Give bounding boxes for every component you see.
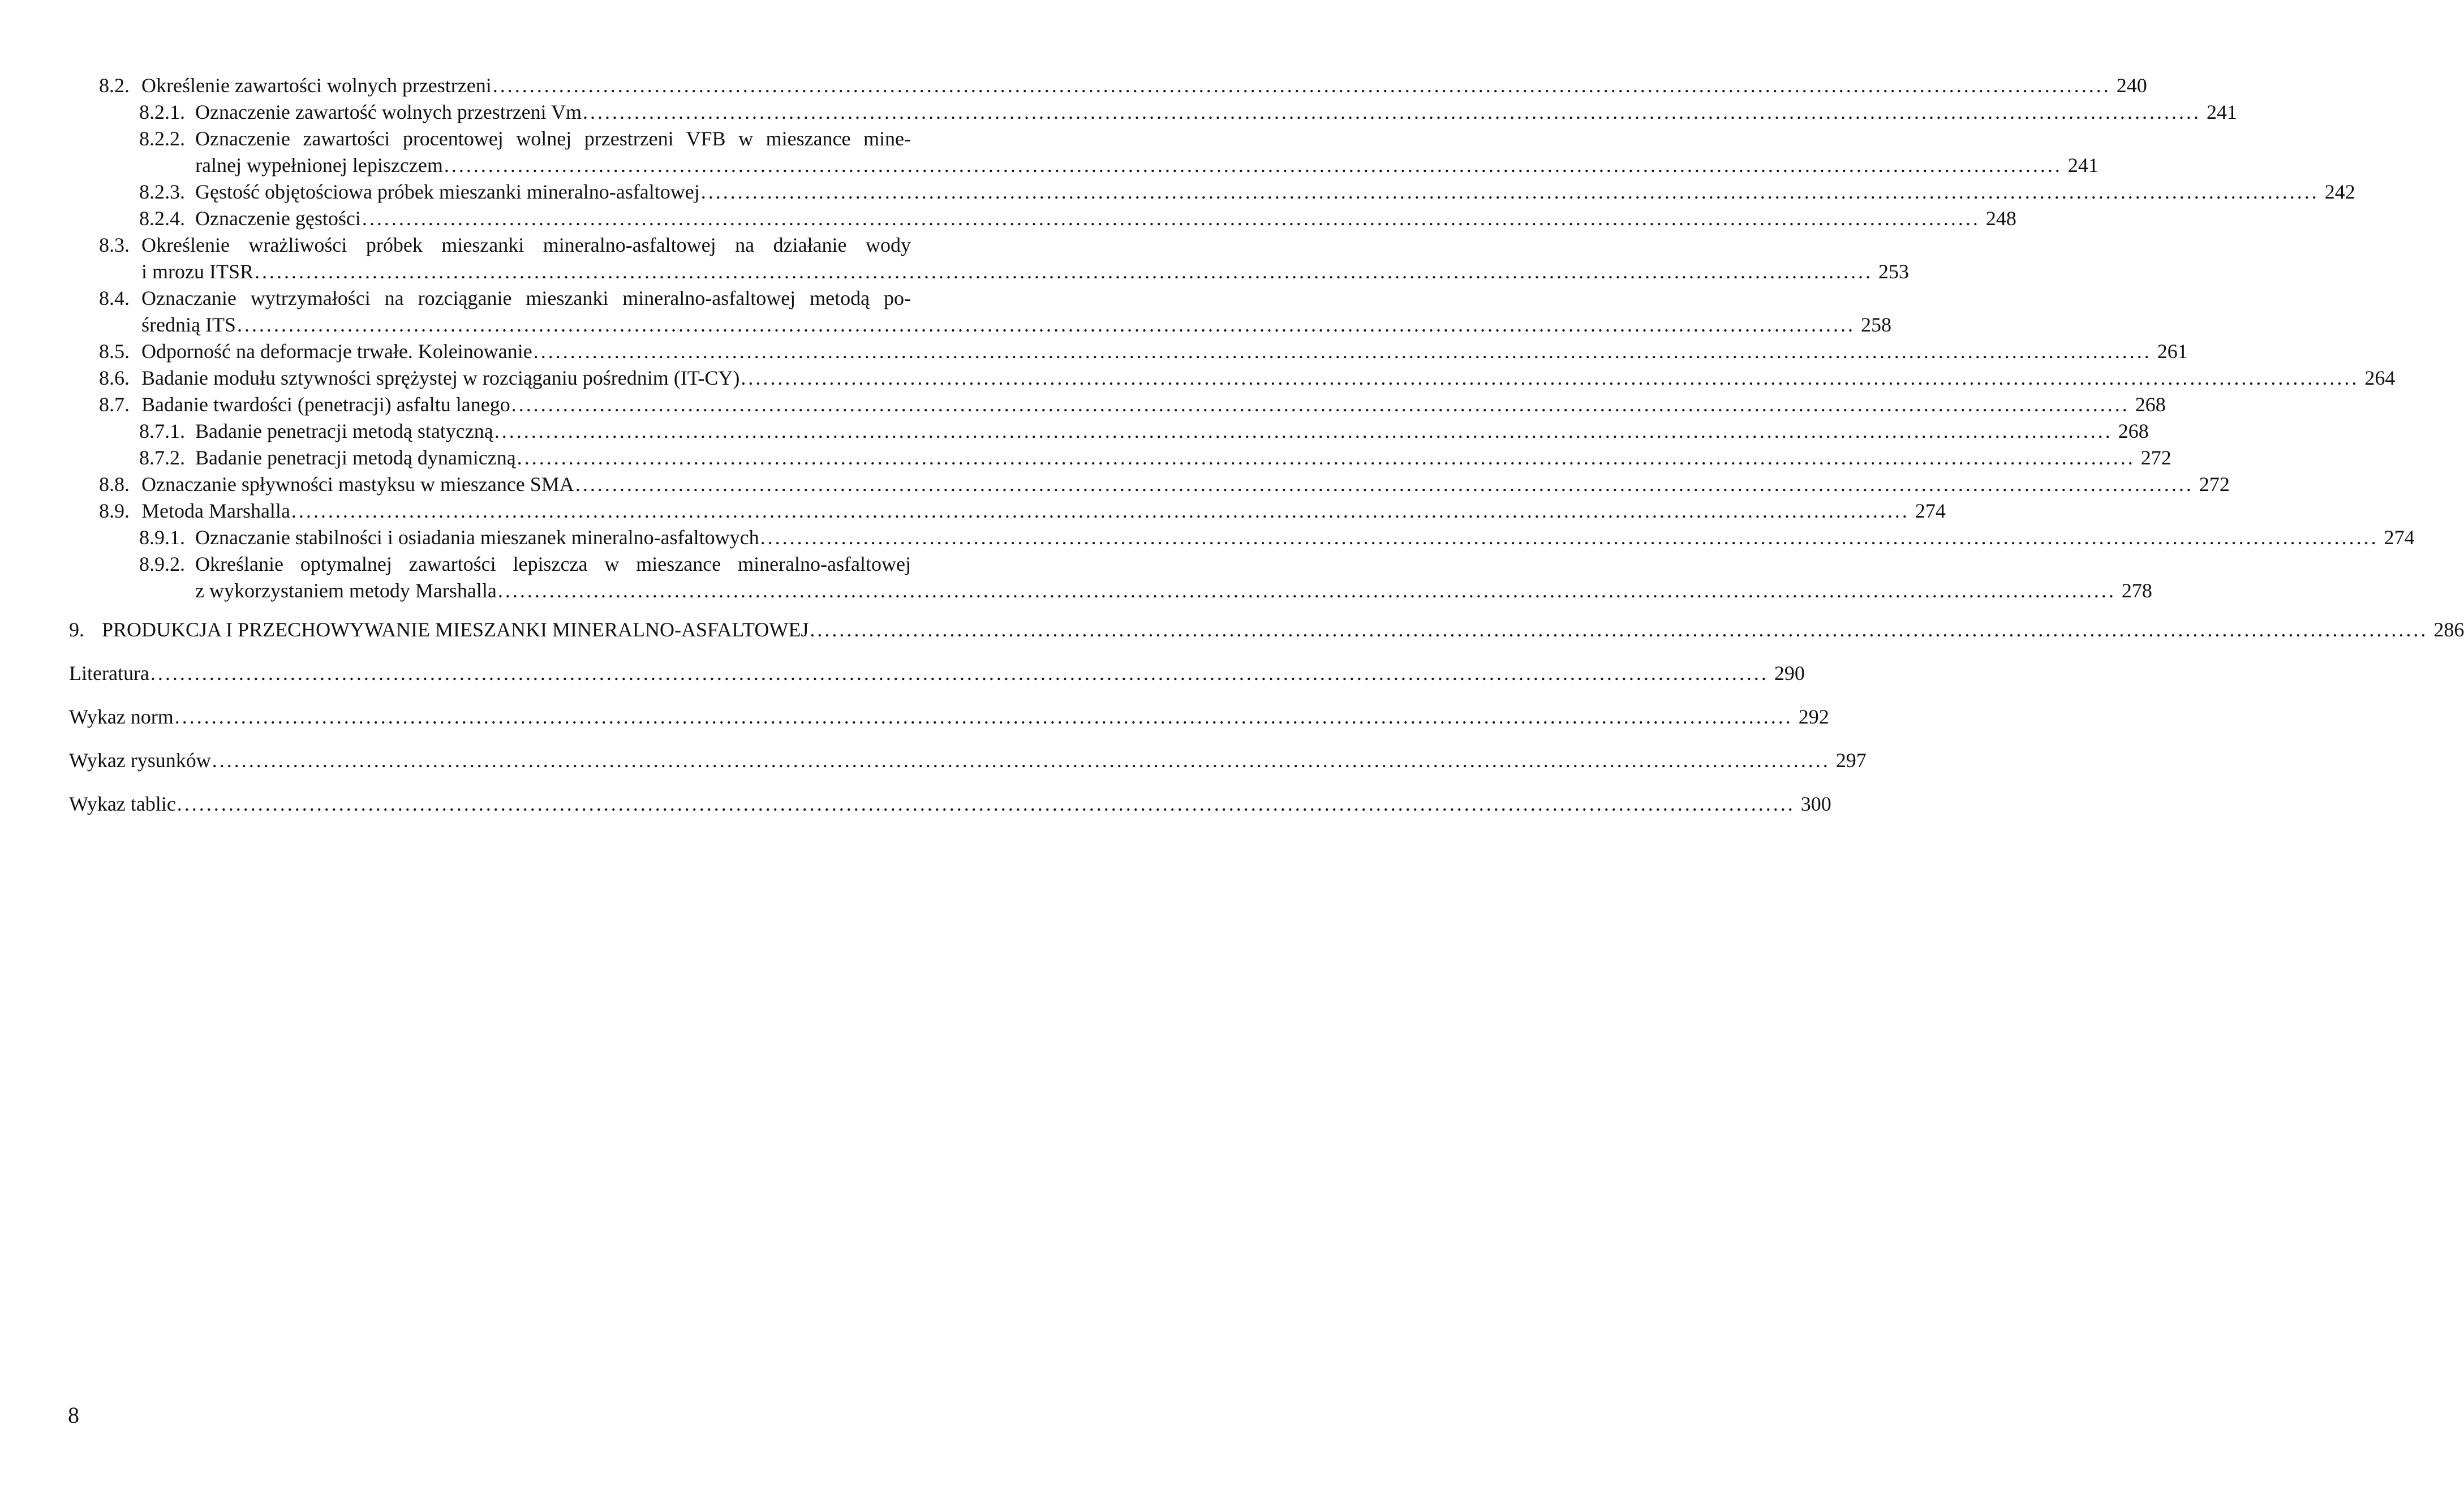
toc-entry-title: Oznaczanie spływności mastyksu w mieszance SMA: [141, 473, 574, 496]
toc-entry-page: 253: [1878, 260, 1909, 283]
toc-entry-title-line: i mrozu ITSR: [141, 260, 253, 283]
toc-entry-number: 8.2.1.: [139, 101, 185, 123]
toc-entry-page: 297: [1835, 749, 1867, 772]
toc-entry-wykaz-norm[interactable]: [0, 704, 1829, 730]
toc-entry-title-line: Określanie optymalnej zawartości lepiszcza w mieszance mineralno-asfaltowej: [195, 553, 911, 575]
dot-leader: ............................................................................................................................................................................................................................: [760, 526, 2379, 549]
toc-entry-8-9-2[interactable]: [0, 551, 2152, 604]
toc-entry-number: 8.3.: [99, 234, 130, 256]
toc-entry-page: 272: [2199, 473, 2230, 496]
toc-entry-page: 241: [2207, 101, 2238, 123]
toc-entry-chapter-9[interactable]: [0, 617, 2464, 643]
toc-entry-8-7[interactable]: [0, 391, 2166, 418]
dot-leader: ............................................................................................................................................................................................................................: [494, 420, 2113, 442]
toc-entry-title-line: ralnej wypełnionej lepiszczem: [195, 154, 443, 176]
toc-entry-page: 268: [2118, 420, 2149, 442]
toc-entry-number: 8.8.: [99, 473, 130, 496]
toc-entry-title: PRODUKCJA I PRZECHOWYWANIE MIESZANKI MINERALNO-ASFALTOWEJ: [102, 618, 809, 641]
toc-entry-number: 8.4.: [99, 287, 130, 309]
toc-entry-title: Badanie penetracji metodą dynamiczną: [195, 446, 516, 469]
dot-leader: ............................................................................................................................................................................................................................: [511, 393, 2130, 416]
toc-entry-8-4[interactable]: [0, 285, 1891, 338]
toc-entry-number: 8.2.3.: [139, 180, 185, 203]
toc-entry-8-5[interactable]: [0, 338, 2188, 365]
toc-entry-8-3[interactable]: [0, 232, 1909, 285]
toc-entry-page: 290: [1774, 662, 1805, 684]
toc-entry-page: 274: [1915, 500, 1946, 522]
dot-leader: ............................................................................................................................................................................................................................: [212, 749, 1830, 772]
toc-entry-title: Badanie twardości (penetracji) asfaltu lanego: [141, 393, 510, 416]
toc-entry-title: Oznaczenie zawartość wolnych przestrzeni Vm: [195, 101, 582, 123]
toc-entry-page: 258: [1860, 313, 1891, 336]
dot-leader: ............................................................................................................................................................................................................................: [533, 340, 2152, 363]
dot-leader: ............................................................................................................................................................................................................................: [254, 260, 1873, 283]
toc-entry-title: Literatura: [69, 662, 149, 684]
toc-entry-number: 8.2.2.: [139, 127, 185, 150]
toc-entry-number: 8.9.: [99, 500, 130, 522]
toc-entry-number: 8.9.1.: [139, 526, 185, 549]
dot-leader: ............................................................................................................................................................................................................................: [177, 793, 1795, 815]
toc-entry-wykaz-rysunkow[interactable]: [0, 747, 1867, 774]
toc-entry-wykaz-tablic[interactable]: [0, 791, 1831, 817]
dot-leader: ............................................................................................................................................................................................................................: [236, 313, 1855, 336]
toc-entry-literatura[interactable]: [0, 660, 1805, 687]
dot-leader: ............................................................................................................................................................................................................................: [150, 662, 1769, 684]
toc-entry-page: 248: [1985, 207, 2016, 230]
toc-entry-page: 241: [2067, 154, 2099, 176]
toc-entry-page: 292: [1798, 705, 1829, 728]
toc-entry-8-6[interactable]: [0, 365, 2396, 391]
toc-entry-title: Wykaz norm: [69, 705, 174, 728]
toc-entry-title-line: Oznaczanie wytrzymałości na rozciąganie mieszanki mineralno-asfaltowej metodą po-: [141, 287, 911, 309]
toc-entry-number: 8.5.: [99, 340, 130, 363]
dot-leader: ............................................................................................................................................................................................................................: [741, 367, 2359, 389]
toc-entry-title: Badanie modułu sztywności sprężystej w rozciąganiu pośrednim (IT-CY): [141, 367, 740, 389]
table-of-contents: [0, 72, 2464, 817]
dot-leader: ............................................................................................................................................................................................................................: [497, 579, 2116, 602]
toc-entry-8-2-4[interactable]: [0, 205, 2016, 232]
toc-entry-title-line: Oznaczenie zawartości procentowej wolnej przestrzeni VFB w mieszance mine-: [195, 127, 911, 150]
toc-entry-page: 274: [2384, 526, 2415, 549]
toc-entry-number: 8.7.: [99, 393, 130, 416]
toc-entry-page: 278: [2121, 579, 2152, 602]
page-number: 8: [68, 1402, 79, 1428]
toc-entry-8-7-2[interactable]: [0, 445, 2171, 471]
toc-entry-title: Wykaz rysunków: [69, 749, 211, 772]
toc-entry-page: 300: [1800, 793, 1831, 815]
dot-leader: ............................................................................................................................................................................................................................: [700, 180, 2319, 203]
toc-entry-number: 8.9.2.: [139, 553, 185, 575]
dot-leader: ............................................................................................................................................................................................................................: [583, 101, 2201, 123]
toc-entry-number: 8.7.1.: [139, 420, 185, 442]
toc-entry-8-2-2[interactable]: [0, 126, 2099, 179]
dot-leader: ............................................................................................................................................................................................................................: [444, 154, 2062, 176]
toc-entry-page: 240: [2116, 74, 2147, 97]
toc-entry-8-9-1[interactable]: [0, 524, 2415, 551]
dot-leader: ............................................................................................................................................................................................................................: [362, 207, 1980, 230]
dot-leader: ............................................................................................................................................................................................................................: [517, 446, 2135, 469]
toc-entry-title: Metoda Marshalla: [141, 500, 290, 522]
toc-entry-title-line: Określenie wrażliwości próbek mieszanki mineralno-asfaltowej na działanie wody: [141, 234, 911, 256]
toc-entry-number: 9.: [69, 618, 84, 641]
toc-entry-title: Gęstość objętościowa próbek mieszanki mineralno-asfaltowej: [195, 180, 700, 203]
dot-leader: ............................................................................................................................................................................................................................: [174, 705, 1793, 728]
toc-entry-8-2-3[interactable]: [0, 179, 2355, 205]
toc-entry-title-line: średnią ITS: [141, 313, 236, 336]
toc-entry-page: 272: [2140, 446, 2171, 469]
toc-entry-title-line: z wykorzystaniem metody Marshalla: [195, 579, 497, 602]
dot-leader: ............................................................................................................................................................................................................................: [492, 74, 2111, 97]
toc-entry-title: Oznaczenie gęstości: [195, 207, 361, 230]
toc-entry-number: 8.2.4.: [139, 207, 185, 230]
toc-entry-title: Badanie penetracji metodą statyczną: [195, 420, 493, 442]
toc-entry-title: Odporność na deformacje trwałe. Koleinowanie: [141, 340, 532, 363]
toc-entry-number: 8.2.: [99, 74, 130, 97]
toc-entry-page: 286: [2433, 618, 2464, 641]
toc-entry-title: Oznaczanie stabilności i osiadania mieszanek mineralno-asfaltowych: [195, 526, 759, 549]
toc-entry-title: Wykaz tablic: [69, 793, 176, 815]
toc-entry-8-8[interactable]: [0, 471, 2230, 498]
toc-entry-number: 8.6.: [99, 367, 130, 389]
toc-entry-page: 261: [2157, 340, 2188, 363]
toc-entry-title: Określenie zawartości wolnych przestrzeni: [141, 74, 492, 97]
toc-entry-8-9[interactable]: [0, 498, 1946, 524]
dot-leader: ............................................................................................................................................................................................................................: [291, 500, 1910, 522]
toc-entry-page: 268: [2135, 393, 2166, 416]
dot-leader: ............................................................................................................................................................................................................................: [810, 618, 2428, 641]
toc-entry-number: 8.7.2.: [139, 446, 185, 469]
toc-entry-page: 242: [2324, 180, 2355, 203]
toc-entry-8-2[interactable]: [0, 72, 2147, 99]
toc-entry-8-2-1[interactable]: [0, 99, 2238, 126]
dot-leader: ............................................................................................................................................................................................................................: [575, 473, 2194, 496]
toc-entry-8-7-1[interactable]: [0, 418, 2149, 445]
toc-entry-page: 264: [2364, 367, 2396, 389]
